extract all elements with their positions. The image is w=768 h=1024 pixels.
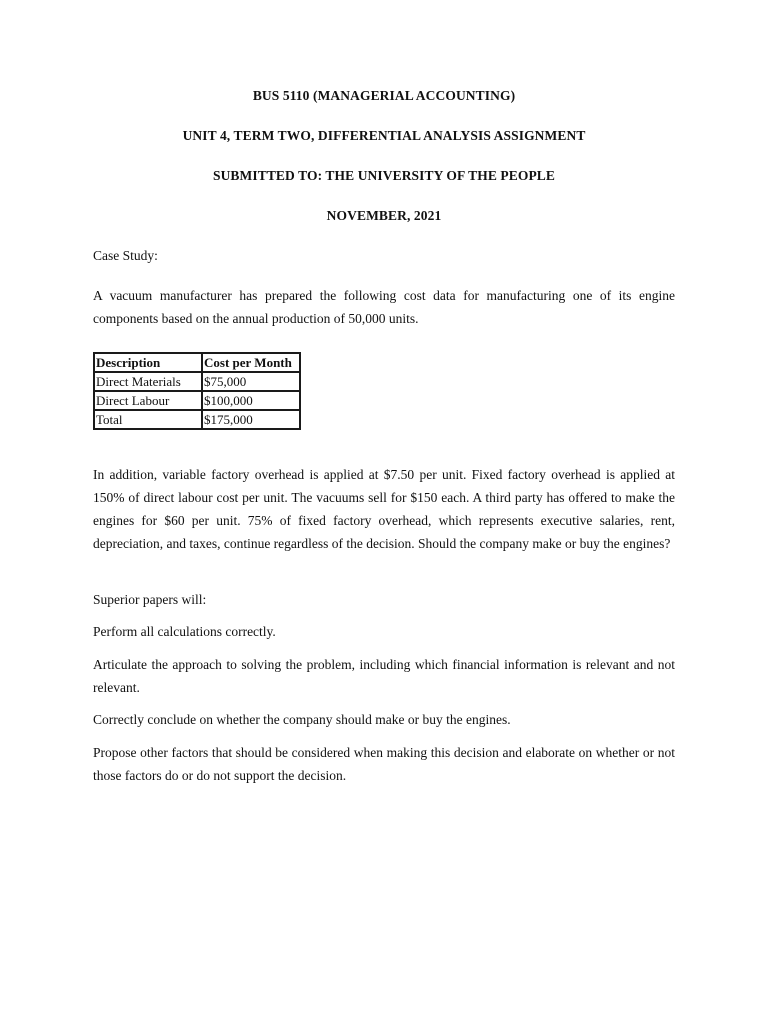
table-row [94,391,300,410]
table-header: Description [94,353,202,372]
table-cell: $100,000 [202,391,300,410]
submission-date: NOVEMBER, 2021 [326,208,442,223]
details-paragraph: In addition, variable factory overhead is applied at $7.50 per unit. Fixed factory overhead is applied at 150% of direct labour cost per unit. The vacuums sell for $150 each. A third party has offered to make the engines for $60 per unit. 75% of fixed factory overhead, which represents executive salaries, rent, depreciation, and taxes, continue regardless of the decision. Should the company make or buy the engines? [93,467,675,551]
criterion-item: Articulate the approach to solving the problem, including which financial information is relevant and not relevant. [93,657,675,695]
case-study-label: Case Study: [93,248,158,263]
assignment-title: UNIT 4, TERM TWO, DIFFERENTIAL ANALYSIS ASSIGNMENT [182,128,586,143]
table-cell: $75,000 [202,372,300,391]
intro-paragraph: A vacuum manufacturer has prepared the following cost data for manufacturing one of its engine components based on the annual production of 50,000 units. [93,288,675,326]
superior-papers-label: Superior papers will: [93,592,207,607]
table-cell: $175,000 [202,410,300,429]
criterion-item: Perform all calculations correctly. [93,624,276,639]
criterion-item: Correctly conclude on whether the company should make or buy the engines. [93,712,511,727]
criterion-item: Propose other factors that should be considered when making this decision and elaborate on whether or not those factors do or do not support the decision. [93,745,675,783]
table-cell: Total [94,410,202,429]
table-header: Cost per Month [202,353,300,372]
table-row [94,372,300,391]
table-row [94,410,300,429]
submitted-to: SUBMITTED TO: THE UNIVERSITY OF THE PEOPLE [212,168,556,183]
table-header-row [94,353,300,372]
table-cell: Direct Materials [94,372,202,391]
cost-table [93,352,301,430]
course-title: BUS 5110 (MANAGERIAL ACCOUNTING) [252,88,516,103]
table-cell: Direct Labour [94,391,202,410]
